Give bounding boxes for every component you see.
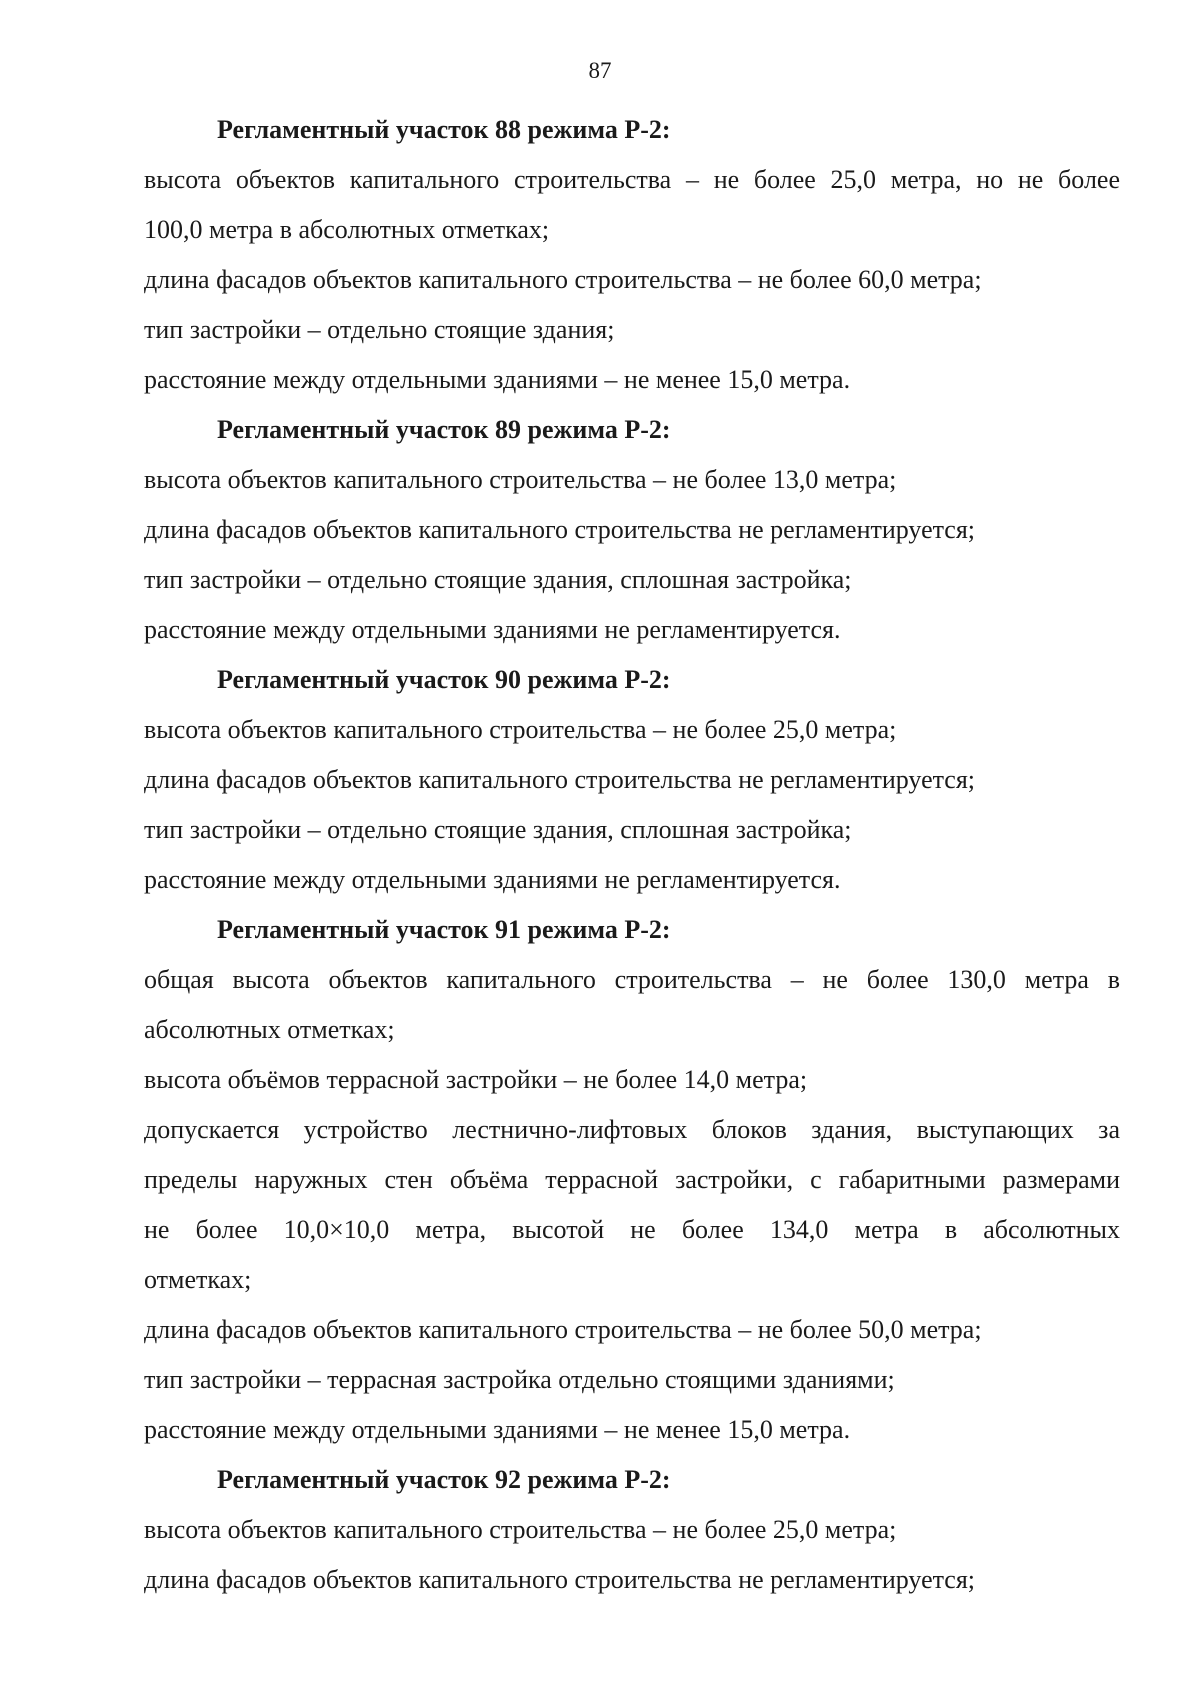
text-line: расстояние между отдельными зданиями – не менее 15,0 метра. — [144, 1415, 851, 1444]
text-line: длина фасадов объектов капитального строительства не регламентируется; — [144, 515, 976, 544]
page-number: 87 — [588, 58, 612, 83]
text-line: расстояние между отдельными зданиями не регламентируется. — [144, 615, 841, 644]
text-line: не более 10,0×10,0 метра, высотой не более 134,0 метра в абсолютных — [144, 1215, 1120, 1244]
text-line: общая высота объектов капитального строительства – не более 130,0 метра в — [144, 965, 1120, 994]
text-line: высота объёмов террасной застройки – не более 14,0 метра; — [144, 1065, 808, 1094]
text-line: 100,0 метра в абсолютных отметках; — [144, 215, 550, 244]
text-line: отметках; — [144, 1265, 252, 1294]
text-line: тип застройки – отдельно стоящие здания, сплошная застройка; — [144, 815, 852, 844]
text-line: расстояние между отдельными зданиями – не менее 15,0 метра. — [144, 365, 851, 394]
text-line: высота объектов капитального строительства – не более 25,0 метра, но не более — [144, 165, 1120, 194]
text-line: длина фасадов объектов капитального строительства – не более 50,0 метра; — [144, 1315, 982, 1344]
document-body — [144, 105, 1120, 1605]
text-line: абсолютных отметках; — [144, 1015, 395, 1044]
section-heading-92: Регламентный участок 92 режима Р-2: — [217, 1465, 671, 1494]
text-line: высота объектов капитального строительства – не более 25,0 метра; — [144, 715, 897, 744]
text-line: пределы наружных стен объёма террасной застройки, с габаритными размерами — [144, 1165, 1120, 1194]
text-line: расстояние между отдельными зданиями не регламентируется. — [144, 865, 841, 894]
text-line: тип застройки – отдельно стоящие здания, сплошная застройка; — [144, 565, 852, 594]
section-heading-88: Регламентный участок 88 режима Р-2: — [217, 115, 671, 144]
text-line: допускается устройство лестнично-лифтовых блоков здания, выступающих за — [144, 1115, 1120, 1144]
section-heading-90: Регламентный участок 90 режима Р-2: — [217, 665, 671, 694]
text-line: длина фасадов объектов капитального строительства – не более 60,0 метра; — [144, 265, 982, 294]
text-line: высота объектов капитального строительства – не более 13,0 метра; — [144, 465, 897, 494]
text-line: высота объектов капитального строительства – не более 25,0 метра; — [144, 1515, 897, 1544]
text-line: тип застройки – отдельно стоящие здания; — [144, 315, 615, 344]
section-heading-89: Регламентный участок 89 режима Р-2: — [217, 415, 671, 444]
text-line: длина фасадов объектов капитального строительства не регламентируется; — [144, 765, 976, 794]
text-line: тип застройки – террасная застройка отдельно стоящими зданиями; — [144, 1365, 895, 1394]
section-heading-91: Регламентный участок 91 режима Р-2: — [217, 915, 671, 944]
text-line: длина фасадов объектов капитального строительства не регламентируется; — [144, 1565, 976, 1594]
